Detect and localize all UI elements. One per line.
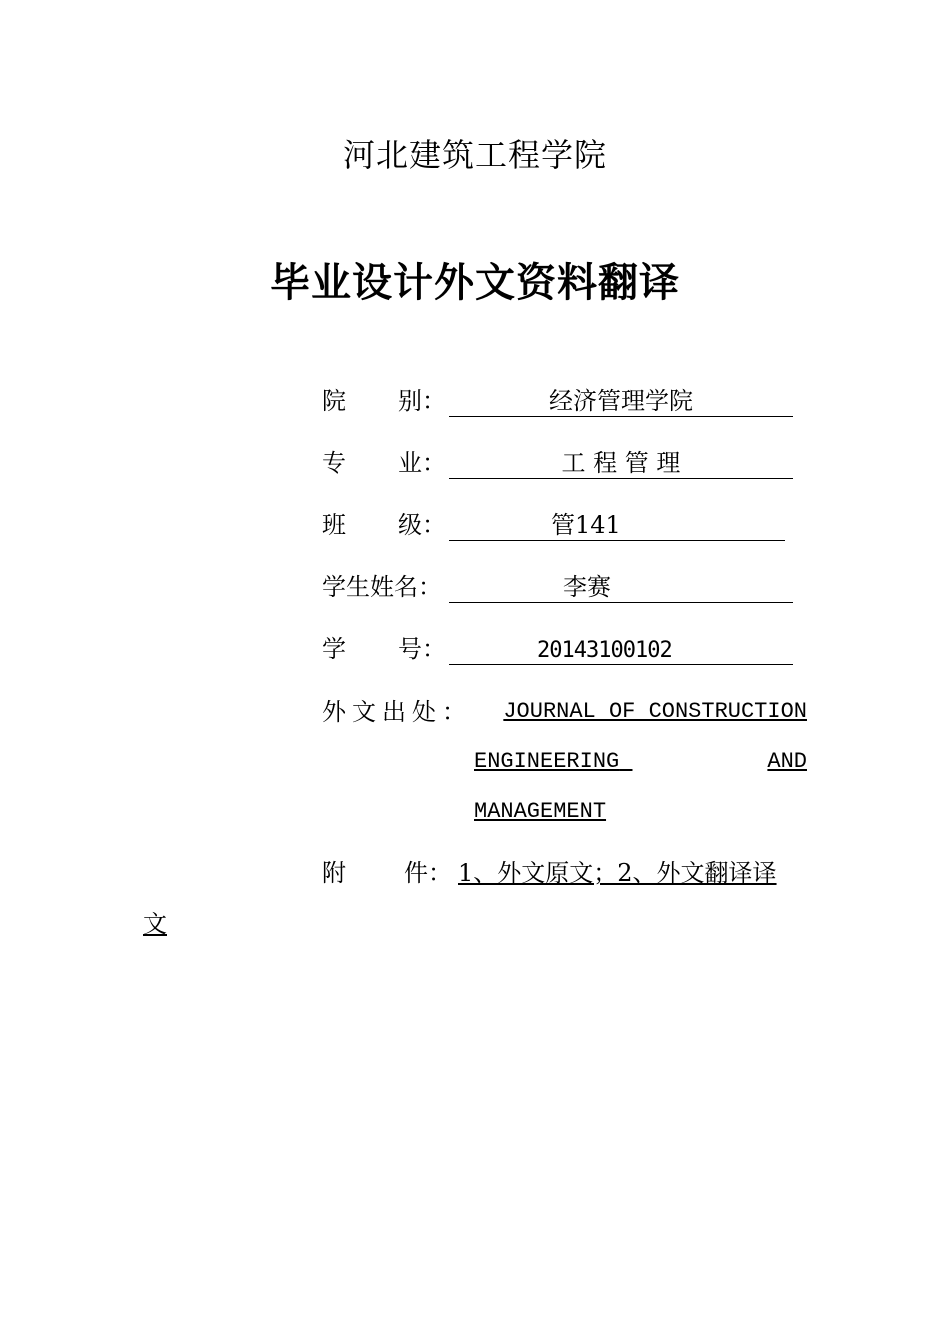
major-value: 工 程 管 理 bbox=[449, 448, 793, 479]
student-name-value bbox=[449, 572, 793, 603]
student-id-label bbox=[322, 634, 446, 664]
class-value-text: 管141 bbox=[551, 511, 621, 539]
major-label bbox=[322, 448, 446, 478]
student-name-label: 学生姓名： bbox=[322, 573, 442, 601]
class-label-text: 班 级： bbox=[322, 511, 446, 539]
major-label-text: 专 业： bbox=[322, 449, 446, 477]
source-line-3: MANAGEMENT bbox=[474, 799, 607, 824]
attachment-label bbox=[322, 858, 452, 888]
class-label bbox=[322, 510, 446, 540]
source-line-2-a: ENGINEERING bbox=[474, 749, 620, 774]
source-line-2-b: AND bbox=[767, 749, 807, 774]
source-line-2-gap bbox=[619, 747, 767, 777]
school-name: 河北建筑工程学院 bbox=[342, 136, 607, 174]
student-id-label-text: 学 号： bbox=[322, 635, 446, 663]
college-value: 经济管理学院 bbox=[449, 386, 793, 417]
student-id-value bbox=[449, 634, 793, 665]
student-id-text: 20143100102 bbox=[537, 638, 672, 663]
college-label-text: 院 别： bbox=[322, 387, 446, 415]
student-name-text: 李赛 bbox=[563, 573, 611, 601]
college-label bbox=[322, 386, 446, 416]
attachment-value: 1、外文原文；2、外文翻译译 bbox=[458, 859, 777, 887]
source-line-1-text: JOURNAL OF CONSTRUCTION bbox=[503, 699, 807, 724]
source-line-1 bbox=[470, 697, 807, 727]
document-title: 毕业设计外文资料翻译 bbox=[270, 259, 680, 306]
class-value bbox=[449, 510, 785, 541]
attachment-value-tail: 文 bbox=[143, 910, 167, 938]
source-line-2 bbox=[474, 747, 807, 777]
attachment-label-text: 附 件： bbox=[322, 859, 452, 887]
source-label: 外文出处： bbox=[322, 698, 472, 726]
